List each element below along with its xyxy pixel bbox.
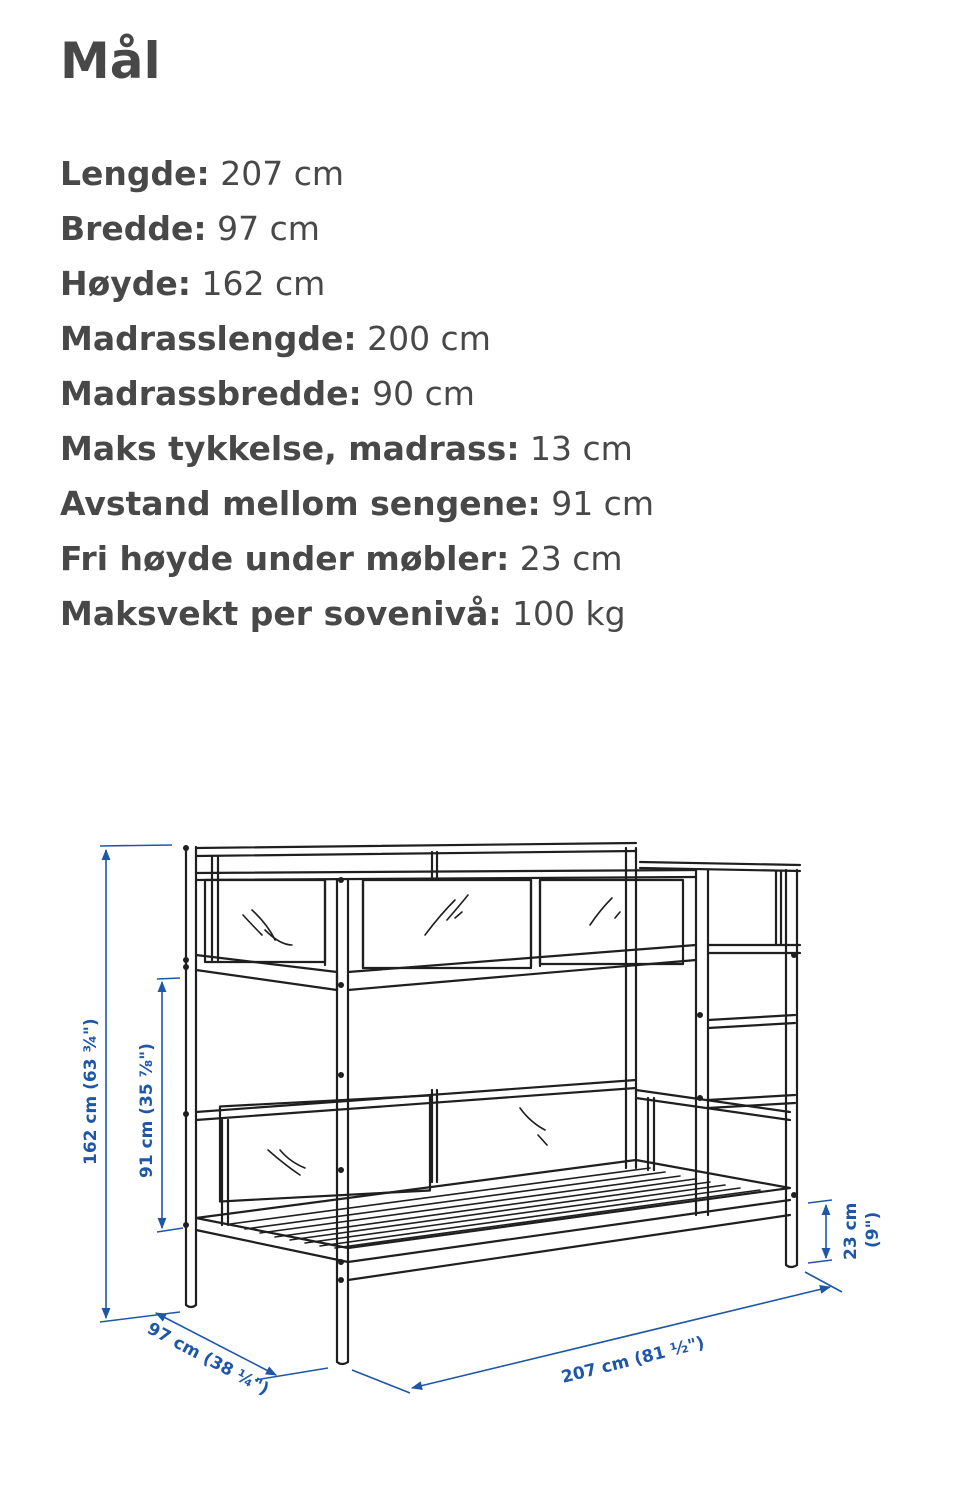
spec-row-width [60, 205, 654, 260]
length-dimension-label: 207 cm (81 ½") [559, 1332, 707, 1388]
spec-row-max-weight [60, 590, 654, 645]
spec-value: 90 cm [372, 374, 475, 413]
spec-value: 200 cm [367, 319, 491, 358]
spec-label: Lengde: [60, 154, 210, 193]
spec-label: Bredde: [60, 209, 207, 248]
spec-row-mattress-thickness [60, 425, 654, 480]
spec-label: Fri høyde under møbler: [60, 539, 510, 578]
clearance-inches-label: (9") [863, 1211, 883, 1248]
spec-row-mattress-width [60, 370, 654, 425]
bunk-bed-dimension-diagram [0, 820, 960, 1420]
spec-row-clearance [60, 535, 654, 590]
spec-value: 207 cm [220, 154, 345, 193]
spec-label: Avstand mellom sengene: [60, 484, 541, 523]
spec-label: Madrassbredde: [60, 374, 362, 413]
spec-value: 97 cm [217, 209, 320, 248]
spec-row-mattress-length [60, 315, 654, 370]
spec-row-length [60, 150, 654, 205]
spec-label: Maksvekt per sovenivå: [60, 594, 502, 633]
spec-label: Maks tykkelse, madrass: [60, 429, 520, 468]
width-dimension-label: 97 cm (38 ¼") [143, 1318, 273, 1400]
spec-value: 162 cm [201, 264, 326, 303]
bed-distance-dimension-label: 91 cm (35 ⅞") [137, 1043, 157, 1178]
spec-value: 91 cm [551, 484, 654, 523]
spec-row-height [60, 260, 654, 315]
spec-row-bed-distance [60, 480, 654, 535]
bunk-bed-illustration [183, 843, 800, 1364]
spec-label: Høyde: [60, 264, 192, 303]
spec-value: 23 cm [519, 539, 623, 578]
spec-value: 100 kg [512, 594, 626, 633]
page-title: Mål [60, 32, 161, 90]
clearance-dimension-label: 23 cm [841, 1202, 861, 1260]
spec-label: Madrasslengde: [60, 319, 357, 358]
dimension-spec-list [60, 150, 654, 645]
height-dimension-label: 162 cm (63 ¾") [81, 1018, 101, 1165]
spec-value: 13 cm [530, 429, 633, 468]
